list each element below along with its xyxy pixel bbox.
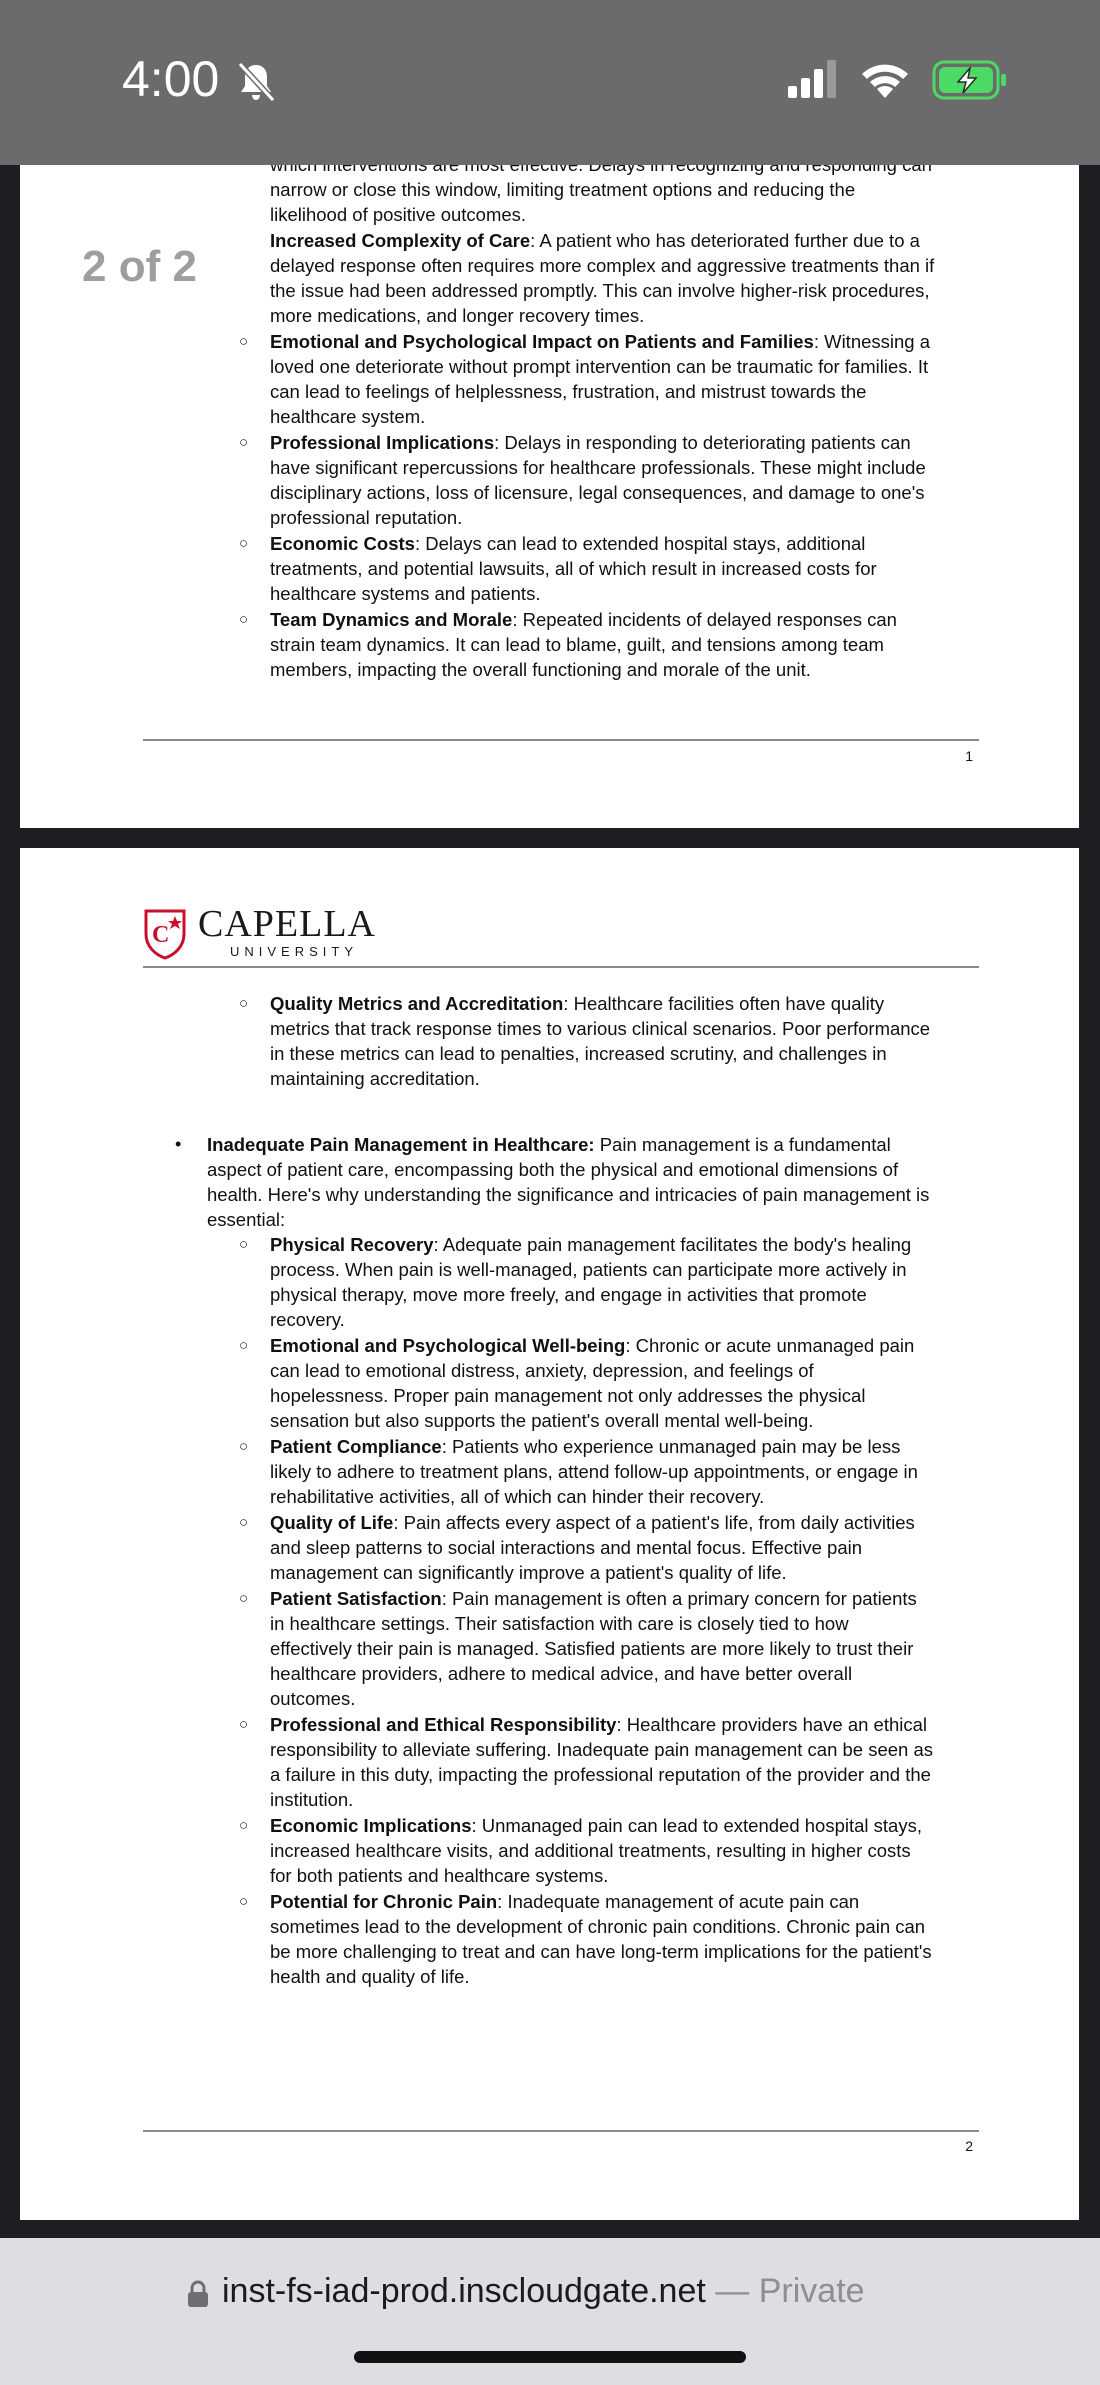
list-item: ○ Team Dynamics and Morale: Repeated incidents of delayed responses can strain team dynamics. It can lead to blame, guilt, and tensions among team members, impacting the overall functioning and morale of the unit. [239,609,897,680]
paragraph-line: narrow or close this window, limiting treatment options and reducing the [270,179,856,200]
url-separator: — [705,2272,759,2310]
list-item-term: Team Dynamics and Morale [270,609,513,630]
svg-text:C: C [152,922,170,948]
page-number: 2 [965,2138,973,2154]
list-item-term: Inadequate Pain Management in Healthcare: [207,1134,595,1155]
logo-wordmark: CAPELLA [198,903,376,945]
status-time: 4:00 [122,51,220,107]
status-bar [0,0,1100,165]
list-item-term: Patient Satisfaction [270,1588,442,1609]
list-item: Increased Complexity of Care: A patient who has deteriorated further due to a delayed response often requires more complex and aggressive treatments than if the issue had been addressed promptly. This can involve higher-risk procedures, more medications, and longer recovery times. [270,230,935,326]
list-item: ○ Patient Compliance: Patients who experience unmanaged pain may be less likely to adhere to treatment plans, attend follow-up appointments, or engage in rehabilitative activities, all of which can hinder their recovery. [239,1436,918,1507]
wifi-icon [860,58,910,102]
filled-bullet-icon: • [175,1134,182,1154]
hollow-bullet-icon: ○ [239,1236,249,1253]
hollow-bullet-icon: ○ [239,1817,249,1834]
list-item: ○ Professional Implications: Delays in responding to deteriorating patients can have significant repercussions for healthcare professionals. These might include disciplinary actions, loss of licensure, legal consequences, and damage to one's professional reputation. [239,432,926,528]
browser-address-bar[interactable] [0,2238,1100,2385]
list-item-term: Professional Implications [270,432,495,453]
hollow-bullet-icon: ○ [239,611,249,628]
battery-charging-icon [932,58,1008,102]
header-divider [143,966,979,968]
home-indicator[interactable] [354,2351,746,2363]
main-list-item: • Inadequate Pain Management in Healthcare: Pain management is a fundamental aspect of patient care, encompassing both the physical and emotional dimensions of health. Here's why understanding the significance and intricacies of pain management is essential: [175,1134,930,1230]
list-item-term: Economic Costs [270,533,415,554]
list-item: ○ Quality Metrics and Accreditation: Healthcare facilities often have quality metrics that track response times to various clinical scenarios. Poor performance in these metrics can lead to penalties, increased scrutiny, and challenges in maintaining accreditation. [239,993,931,1089]
private-label: Private [758,2272,865,2310]
list-item-term: Emotional and Psychological Impact on Patients and Families [270,331,814,352]
list-item: ○ Potential for Chronic Pain: Inadequate management of acute pain can sometimes lead to the development of chronic pain conditions. Chronic pain can be more challenging to treat and can have long-term implications for the patient's health and quality of life. [239,1891,932,1987]
list-item-term: Emotional and Psychological Well-being [270,1335,626,1356]
footer-divider [143,2130,979,2132]
hollow-bullet-icon: ○ [239,1438,249,1455]
url-display[interactable] [222,2272,865,2311]
list-item: ○ Quality of Life: Pain affects every aspect of a patient's life, from daily activities and sleep patterns to social interactions and mental focus. Effective pain management can significantly improve a patient's quality of life. [239,1512,915,1583]
page-number: 1 [965,748,973,764]
hollow-bullet-icon: ○ [239,1590,249,1607]
list-item-term: Potential for Chronic Pain [270,1891,498,1912]
list-item: ○ Emotional and Psychological Well-being: Chronic or acute unmanaged pain can lead to emotional distress, anxiety, depression, and feelings of hopelessness. Proper pain management not only addresses the physical sensation but also supports the patient's overall mental well-being. [239,1335,915,1431]
list-item: ○ Economic Costs: Delays can lead to extended hospital stays, additional treatments, and potential lawsuits, all of which result in increased costs for healthcare systems and patients. [239,533,877,604]
paragraph-line: likelihood of positive outcomes. [270,204,527,225]
list-item: ○ Economic Implications: Unmanaged pain can lead to extended hospital stays, increased healthcare visits, and additional treatments, resulting in higher costs for both patients and healthcare systems. [239,1815,922,1886]
document-page-2 [20,848,1079,2220]
capella-shield-icon [143,908,187,960]
hollow-bullet-icon: ○ [239,1337,249,1354]
url-domain: inst-fs-iad-prod.inscloudgate.net [222,2272,706,2310]
lock-icon [187,2280,209,2308]
cellular-signal-icon [788,60,840,100]
page-indicator: 2 of 2 [82,242,197,291]
hollow-bullet-icon: ○ [239,995,249,1012]
bell-slash-icon [234,60,278,104]
hollow-bullet-icon: ○ [239,1893,249,1910]
list-item-term: Economic Implications [270,1815,472,1836]
list-item-term: Quality of Life [270,1512,394,1533]
hollow-bullet-icon: ○ [239,1716,249,1733]
list-item-term: Patient Compliance [270,1436,442,1457]
list-item-term: Professional and Ethical Responsibility [270,1714,617,1735]
list-item-term: Increased Complexity of Care [270,230,531,251]
list-item: ○ Patient Satisfaction: Pain management is often a primary concern for patients in healthcare settings. Their satisfaction with care is closely tied to how effectively their pain is managed. Satisfied patients are more likely to trust their healthcare providers, adhere to medical advice, and have better overall outcomes. [239,1588,917,1709]
hollow-bullet-icon: ○ [239,1514,249,1531]
hollow-bullet-icon: ○ [239,434,249,451]
footer-divider [143,739,979,741]
hollow-bullet-icon: ○ [239,333,249,350]
list-item-term: Physical Recovery [270,1234,434,1255]
list-item-term: Quality Metrics and Accreditation [270,993,564,1014]
list-item: ○ Emotional and Psychological Impact on Patients and Families: Witnessing a loved one deteriorate without prompt intervention can be traumatic for families. It can lead to feelings of helplessness, frustration, and mistrust towards the healthcare system. [239,331,931,427]
logo-subtitle: UNIVERSITY [230,944,359,959]
list-item: ○ Physical Recovery: Adequate pain management facilitates the body's healing process. When pain is well-managed, patients can participate more actively in physical therapy, move more freely, and engage in activities that promote recovery. [239,1234,912,1330]
hollow-bullet-icon: ○ [239,535,249,552]
list-item: ○ Professional and Ethical Responsibility: Healthcare providers have an ethical responsibility to alleviate suffering. Inadequate pain management can be seen as a failure in this duty, impacting the professional reputation of the provider and the institution. [239,1714,934,1810]
